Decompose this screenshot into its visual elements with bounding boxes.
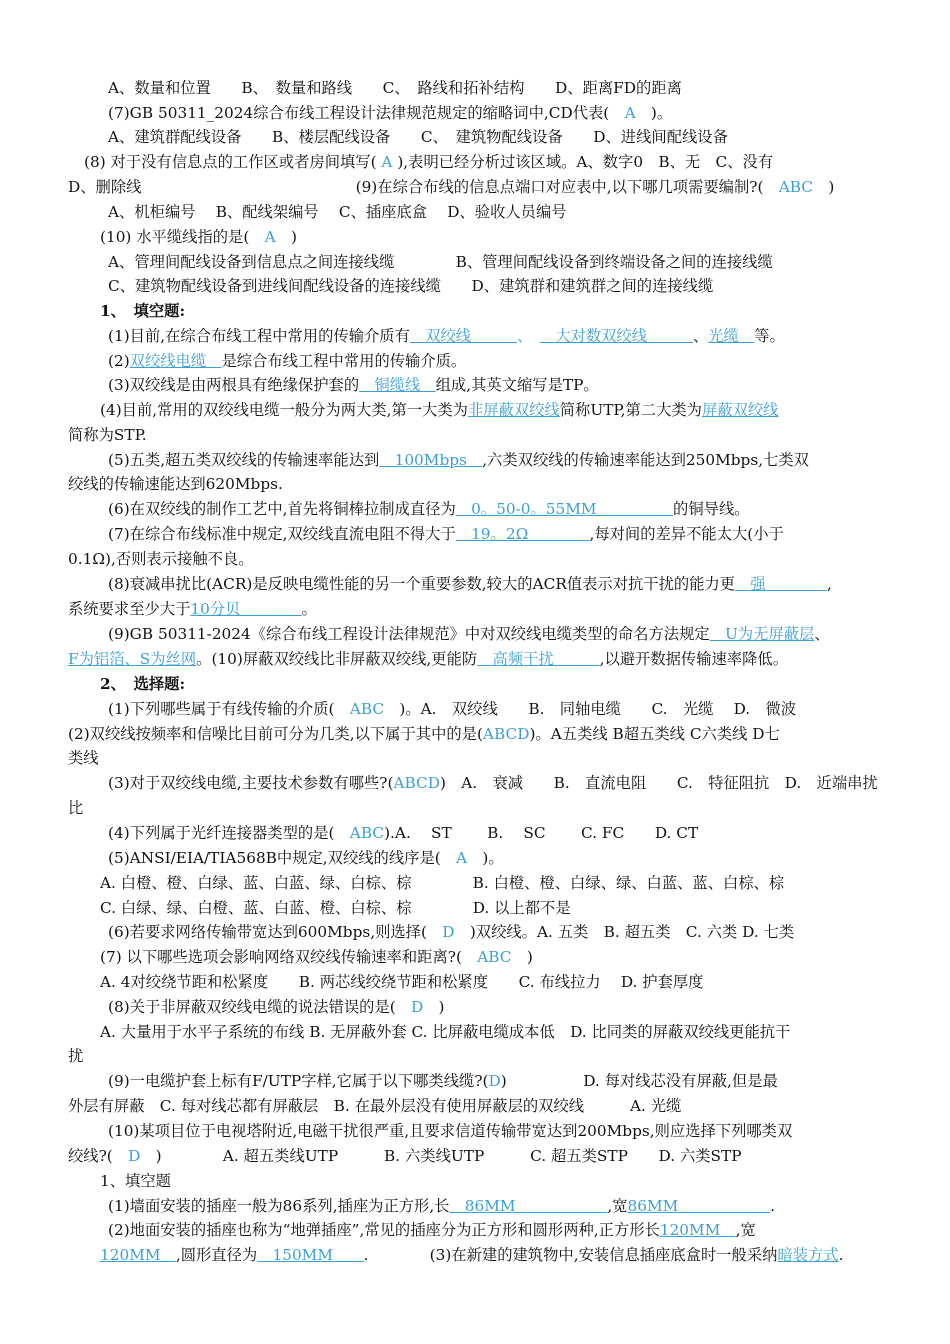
choice-q6: (6)若要求网络传输带宽达到600Mbps,则选择( D )双绞线。A. 五类 B. 超五类 C. 六类 D. 七类 xyxy=(108,923,795,941)
answer-text: ABCD xyxy=(482,725,530,743)
q8-line: (8) 对于没有信息点的工作区或者房间填写( A ),表明已经分析过该区域。A、数字0 B、无 C、没有 xyxy=(84,153,774,171)
choice-q3: (3)对于双绞线电缆,主要技术参数有哪些?(ABCD) A. 衰减 B. 直流电阻 C. 特征阻抗 D. 近端串扰 xyxy=(108,774,878,792)
answer-blank: 双绞线 xyxy=(409,327,517,345)
answer-text: D xyxy=(410,998,424,1016)
choice-q8: (8)关于非屏蔽双绞线电缆的说法错误的是( D ) xyxy=(108,998,445,1016)
choice-q9-cont: 外层有屏蔽 C. 每对线芯都有屏蔽层 B. 在最外层没有使用屏蔽层的双绞线 A. 光缆 xyxy=(68,1097,682,1115)
choice-q9: (9)一电缆护套上标有F/UTP字样,它属于以下哪类线缆?(D) D. 每对线芯没有屏蔽,但是最 xyxy=(108,1072,778,1090)
answer-blank: F为铝箔、S为丝网 xyxy=(68,650,197,668)
fill-q2: (2)双绞线电缆 是综合布线工程中常用的传输介质。 xyxy=(108,352,467,370)
section-heading-fill-2: 1、填空题 xyxy=(100,1172,171,1190)
q10-line: (10) 水平缆线指的是( A ) xyxy=(100,228,297,246)
fill-q8: (8)衰减串扰比(ACR)是反映电缆性能的另一个重要参数,较大的ACR值表示对抗干扰的能力更 强 , xyxy=(108,575,832,593)
answer-blank: 150MM xyxy=(257,1246,364,1264)
answer-text: ABC xyxy=(778,178,814,196)
choice-q5: (5)ANSI/EIA/TIA568B中规定,双绞线的线序是( A )。 xyxy=(108,849,504,867)
choice-q1: (1)下列哪些属于有线传输的介质( ABC )。A. 双绞线 B. 同轴电缆 C. 光缆 D. 微波 xyxy=(108,700,797,718)
fill-q8-cont: 系统要求至少大于10分贝 。 xyxy=(68,600,317,618)
answer-blank: 19。2Ω xyxy=(455,525,590,543)
answer-blank: 86MM xyxy=(449,1197,608,1215)
q10-options-cd: C、建筑物配线设备到进线间配线设备的连接线缆 D、建筑群和建筑群之间的连接线缆 xyxy=(108,277,714,295)
choice-q8-cont: 扰 xyxy=(68,1047,84,1065)
answer-blank: 高频干扰 xyxy=(477,650,600,668)
fill2-q2-q3: 120MM ,圆形直径为 150MM . (3)在新建的建筑物中,安装信息插座底盒时一般采纳暗装方式. xyxy=(100,1246,844,1264)
q6-options: A、数量和位置 B、 数量和路线 C、 路线和拓补结构 D、距离FD的距离 xyxy=(108,79,682,97)
section-heading-choice: 2、 选择题: xyxy=(100,675,186,693)
answer-blank: 双绞线电缆 xyxy=(129,352,222,370)
fill-q9-q10: F为铝箔、S为丝网。(10)屏蔽双绞线比非屏蔽双绞线,更能防 高频干扰 ,以避开数据传输速率降低。 xyxy=(68,650,789,668)
answer-text: A xyxy=(456,849,468,867)
answer-text: ABC xyxy=(349,824,385,842)
answer-blank: 10分贝 xyxy=(190,600,302,618)
fill-q3: (3)双绞线是由两根具有绝缘保护套的 铜缆线 组成,其英文缩写是TP。 xyxy=(108,376,599,394)
q7-line: (7)GB 50311_2024综合布线工程设计法律规范规定的缩略词中,CD代表( A )。 xyxy=(108,104,673,122)
answer-text: A xyxy=(376,153,398,171)
fill-q5-cont: 绞线的传输速能达到620Mbps. xyxy=(68,475,283,493)
answer-text: D xyxy=(488,1072,501,1090)
fill-q7: (7)在综合布线标准中规定,双绞线直流电阻不得大于 19。2Ω ,每对间的差异不能太大(小于 xyxy=(108,525,784,543)
q9-options: A、机柜编号 B、配线架编号 C、插座底盒 D、验收人员编号 xyxy=(108,203,567,221)
fill-q6: (6)在双绞线的制作工艺中,首先将铜棒拉制成直径为 0。50-0。55MM 的铜导线。 xyxy=(108,500,750,518)
answer-blank: 铜缆线 xyxy=(359,376,436,394)
answer-text: A xyxy=(624,104,636,122)
q7-options: A、建筑群配线设备 B、楼层配线设备 C、 建筑物配线设备 D、进线间配线设备 xyxy=(108,128,728,146)
choice-q8-options: A. 大量用于水平子系统的布线 B. 无屏蔽外套 C. 比屏蔽电缆成本低 D. 比同类的屏蔽双绞线更能抗干 xyxy=(100,1023,791,1041)
answer-text: ABCD xyxy=(393,774,440,792)
fill-q4-cont: 简称为STP. xyxy=(68,426,147,444)
answer-blank: U为无屏蔽层 xyxy=(709,625,815,643)
answer-text: ABC xyxy=(477,948,512,966)
choice-q5-options-ab: A. 白橙、橙、白绿、蓝、白蓝、绿、白棕、棕 B. 白橙、橙、白绿、绿、白蓝、蓝、白棕、棕 xyxy=(100,874,785,892)
answer-blank: 120MM xyxy=(100,1246,176,1264)
choice-q3-cont: 比 xyxy=(68,799,84,817)
choice-q4: (4)下列属于光纤连接器类型的是( ABC).A. ST B. SC C. FC D. CT xyxy=(108,824,699,842)
choice-q10-cont: 绞线?( D ) A. 超五类线UTP B. 六类线UTP C. 超五类STP D. 六类STP xyxy=(68,1147,742,1165)
answer-blank: 大对数双绞线 xyxy=(539,327,693,345)
answer-blank: 100Mbps xyxy=(379,451,483,469)
q10-options-ab: A、管理间配线设备到信息点之间连接线缆 B、管理间配线设备到终端设备之间的连接线缆 xyxy=(108,253,773,271)
choice-q2: (2)双绞线按频率和信噪比目前可分为几类,以下属于其中的是(ABCD)。A五类线 B超五类线 C六类线 D七 xyxy=(68,725,780,743)
answer-blank: 强 xyxy=(735,575,827,593)
answer-text: ABC xyxy=(349,700,385,718)
fill-q9: (9)GB 50311-2024《综合布线工程设计法律规范》中对双绞线电缆类型的命名方法规定 U为无屏蔽层、 xyxy=(108,625,830,643)
answer-text: A xyxy=(264,228,276,246)
answer-text: D xyxy=(442,923,455,941)
fill-q5: (5)五类,超五类双绞线的传输速率能达到 100Mbps ,六类双绞线的传输速率能达到250Mbps,七类双 xyxy=(108,451,809,469)
answer-blank: 120MM xyxy=(659,1221,736,1239)
choice-q5-options-cd: C. 白绿、绿、白橙、蓝、白蓝、橙、白棕、棕 D. 以上都不是 xyxy=(100,899,571,917)
answer-blank: 0。50-0。55MM xyxy=(455,500,674,518)
choice-q2-cont: 类线 xyxy=(68,749,99,767)
choice-q7-options: A. 4对绞绕节距和松紧度 B. 两芯线绞绕节距和松紧度 C. 布线拉力 D. 护套厚度 xyxy=(100,973,704,991)
answer-blank: 暗装方式 xyxy=(777,1246,839,1264)
answer-blank: 非屏蔽双绞线 xyxy=(467,401,560,419)
answer-blank: 屏蔽双绞线 xyxy=(701,401,779,419)
choice-q7: (7) 以下哪些选项会影响网络双绞线传输速率和距离?( ABC ) xyxy=(100,948,533,966)
choice-q10: (10)某项目位于电视塔附近,电磁干扰很严重,且要求信道传输带宽达到200Mbps,则应选择下列哪类双 xyxy=(108,1122,793,1140)
q8-q9-line: D、删除线 (9)在综合布线的信息点端口对应表中,以下哪几项需要编制?( ABC ) xyxy=(68,178,835,196)
fill-q1: (1)目前,在综合布线工程中常用的传输介质有 双绞线 、 大对数双绞线 、光缆 等。 xyxy=(108,327,785,345)
fill2-q1: (1)墙面安装的插座一般为86系列,插座为正方形,长 86MM ,宽86MM . xyxy=(108,1197,775,1215)
answer-blank: 86MM xyxy=(627,1197,771,1215)
answer-blank: 光缆 xyxy=(708,327,755,345)
answer-text: D xyxy=(128,1147,141,1165)
fill-q4: (4)目前,常用的双绞线电缆一般分为两大类,第一大类为非屏蔽双绞线简称UTP,第二大类为屏蔽双绞线 xyxy=(100,401,779,419)
fill2-q2: (2)地面安装的插座也称为“地弹插座”,常见的插座分为正方形和圆形两种,正方形长120MM ,宽 xyxy=(108,1221,772,1239)
fill-q7-cont: 0.1Ω),否则表示接触不良。 xyxy=(68,550,254,568)
section-heading-fill: 1、 填空题: xyxy=(100,302,186,320)
